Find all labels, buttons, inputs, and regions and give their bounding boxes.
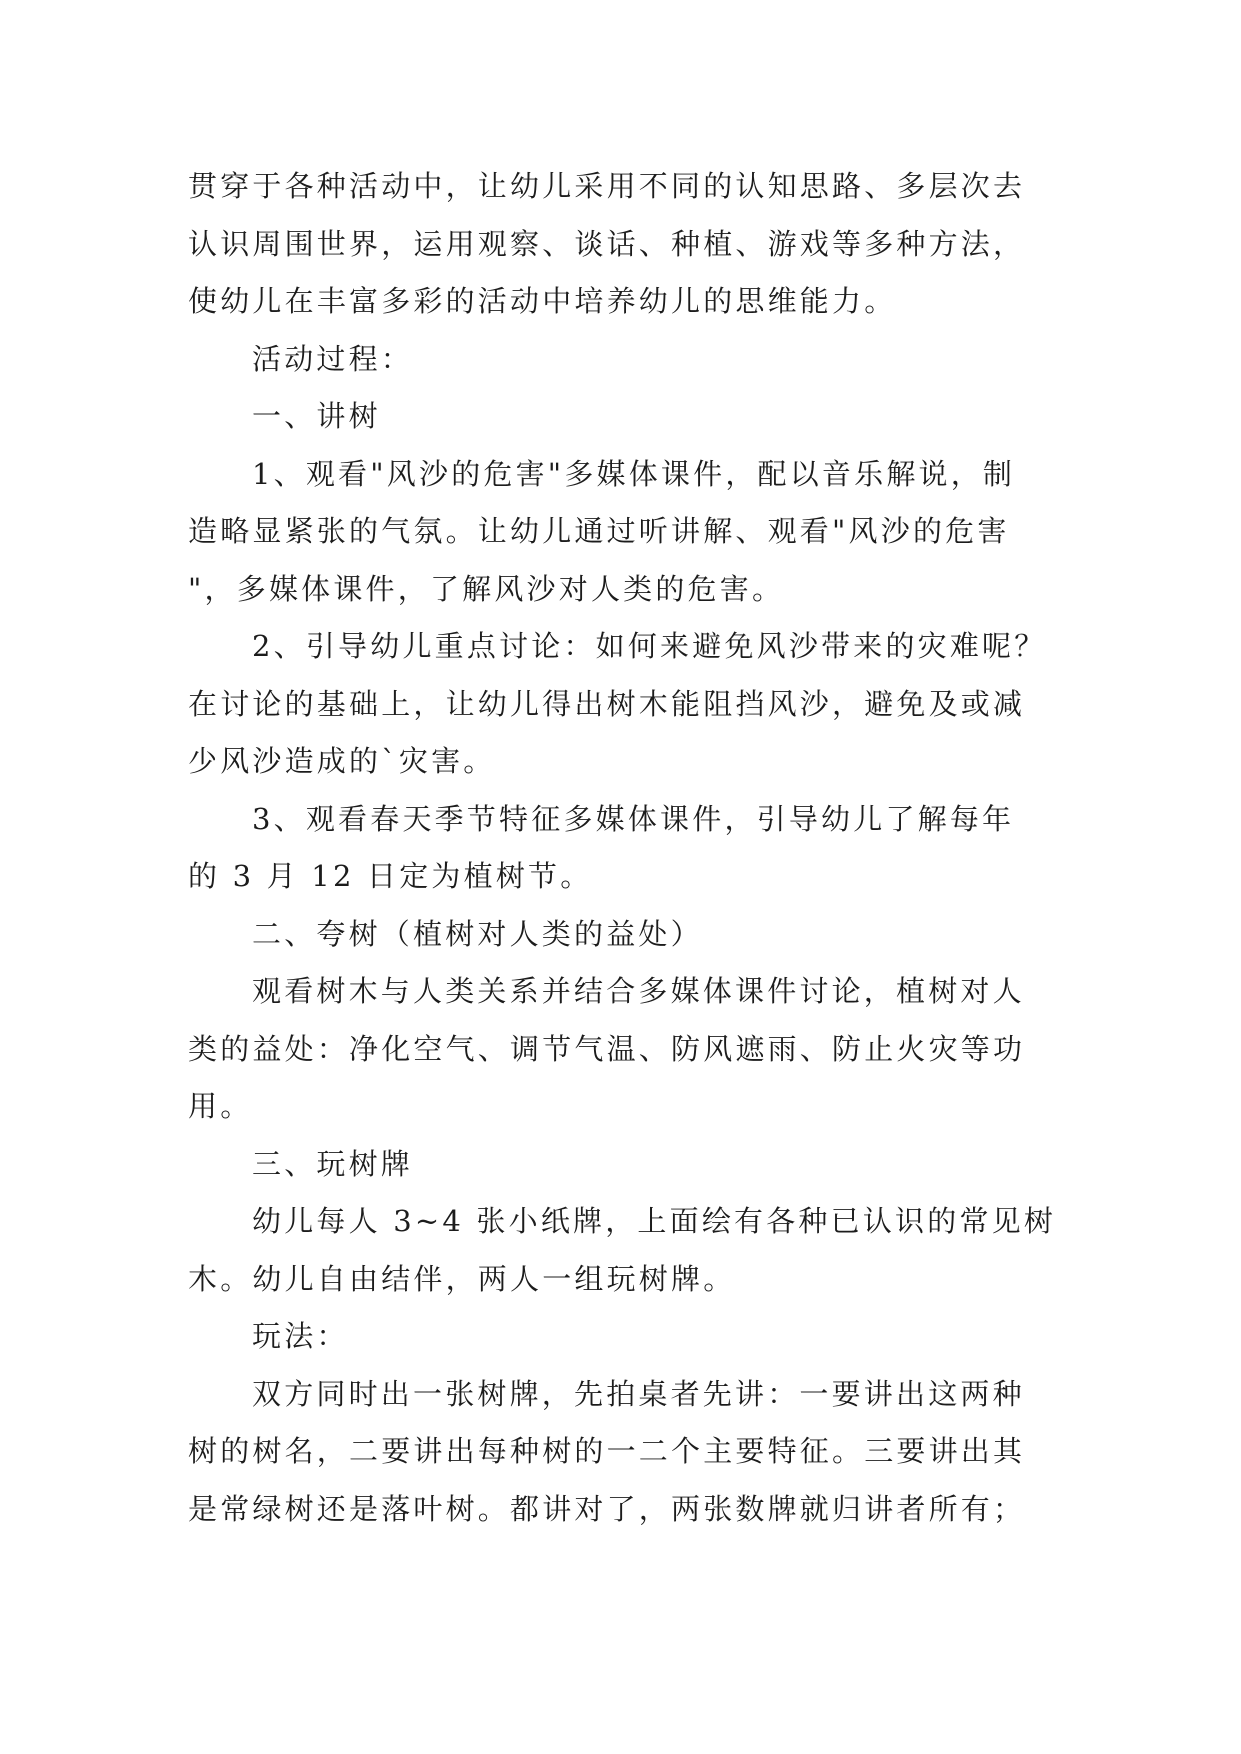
- text-line: 观看树木与人类关系并结合多媒体课件讨论，植树对人: [252, 974, 1025, 1008]
- text-line: 少风沙造成的`灾害。: [188, 744, 496, 778]
- text-line: 双方同时出一张树牌，先拍桌者先讲：一要讲出这两种: [252, 1376, 1025, 1411]
- text-line: 木。幼儿自由结伴，两人一组玩树牌。: [188, 1261, 736, 1296]
- text-line: "，多媒体课件，了解风沙对人类的危害。: [188, 571, 785, 606]
- text-line: 是常绿树还是落叶树。都讲对了，两张数牌就归讲者所有；: [188, 1491, 1026, 1526]
- document-body: [188, 158, 1058, 1538]
- text-line: 造略显紧张的气氛。让幼儿通过听讲解、观看"风沙的危害: [188, 514, 1010, 548]
- paragraph-rules-heading: [188, 1308, 1058, 1366]
- text-line: 的 3 月 12 日定为植树节。: [188, 859, 593, 893]
- paragraph-step-1: [188, 446, 1058, 619]
- text-line: 幼儿每人 3~4 张小纸牌，上面绘有各种已认识的常见树: [252, 1204, 1057, 1238]
- text-line: 树的树名，二要讲出每种树的一二个主要特征。三要讲出其: [188, 1434, 1026, 1468]
- paragraph-section-3-heading: [188, 1136, 1058, 1194]
- paragraph-section-2-heading: [188, 906, 1058, 964]
- paragraph-section-2-body: [188, 963, 1058, 1136]
- paragraph-process-heading: [188, 331, 1058, 389]
- text-line: 用。: [188, 1089, 253, 1123]
- paragraph-step-2: [188, 618, 1058, 791]
- text-line: 一、讲树: [252, 399, 381, 433]
- paragraph-section-3-body: [188, 1193, 1058, 1308]
- text-line: 玩法：: [252, 1319, 349, 1353]
- text-line: 贯穿于各种活动中，让幼儿采用不同的认知思路、多层次去: [188, 169, 1026, 203]
- text-line: 二、夸树（植树对人类的益处）: [252, 916, 703, 951]
- paragraph-step-3: [188, 791, 1058, 906]
- text-line: 1、观看"风沙的危害"多媒体课件，配以音乐解说，制: [252, 456, 1016, 491]
- paragraph-section-1-heading: [188, 388, 1058, 446]
- text-line: 在讨论的基础上，让幼儿得出树木能阻挡风沙，避免及或减: [188, 686, 1026, 721]
- text-line: 认识周围世界，运用观察、谈话、种植、游戏等多种方法，: [188, 226, 1026, 261]
- text-line: 3、观看春天季节特征多媒体课件，引导幼儿了解每年: [252, 801, 1015, 836]
- text-line: 活动过程：: [252, 341, 414, 376]
- text-line: 三、玩树牌: [252, 1146, 414, 1181]
- text-line: 类的益处：净化空气、调节气温、防风遮雨、防止火灾等功: [188, 1031, 1026, 1066]
- text-line: 2、引导幼儿重点讨论：如何来避免风沙带来的灾难呢？: [252, 629, 1047, 663]
- paragraph-intro-continued: [188, 158, 1058, 331]
- text-line: 使幼儿在丰富多彩的活动中培养幼儿的思维能力。: [188, 284, 897, 318]
- paragraph-rules-body: [188, 1366, 1058, 1539]
